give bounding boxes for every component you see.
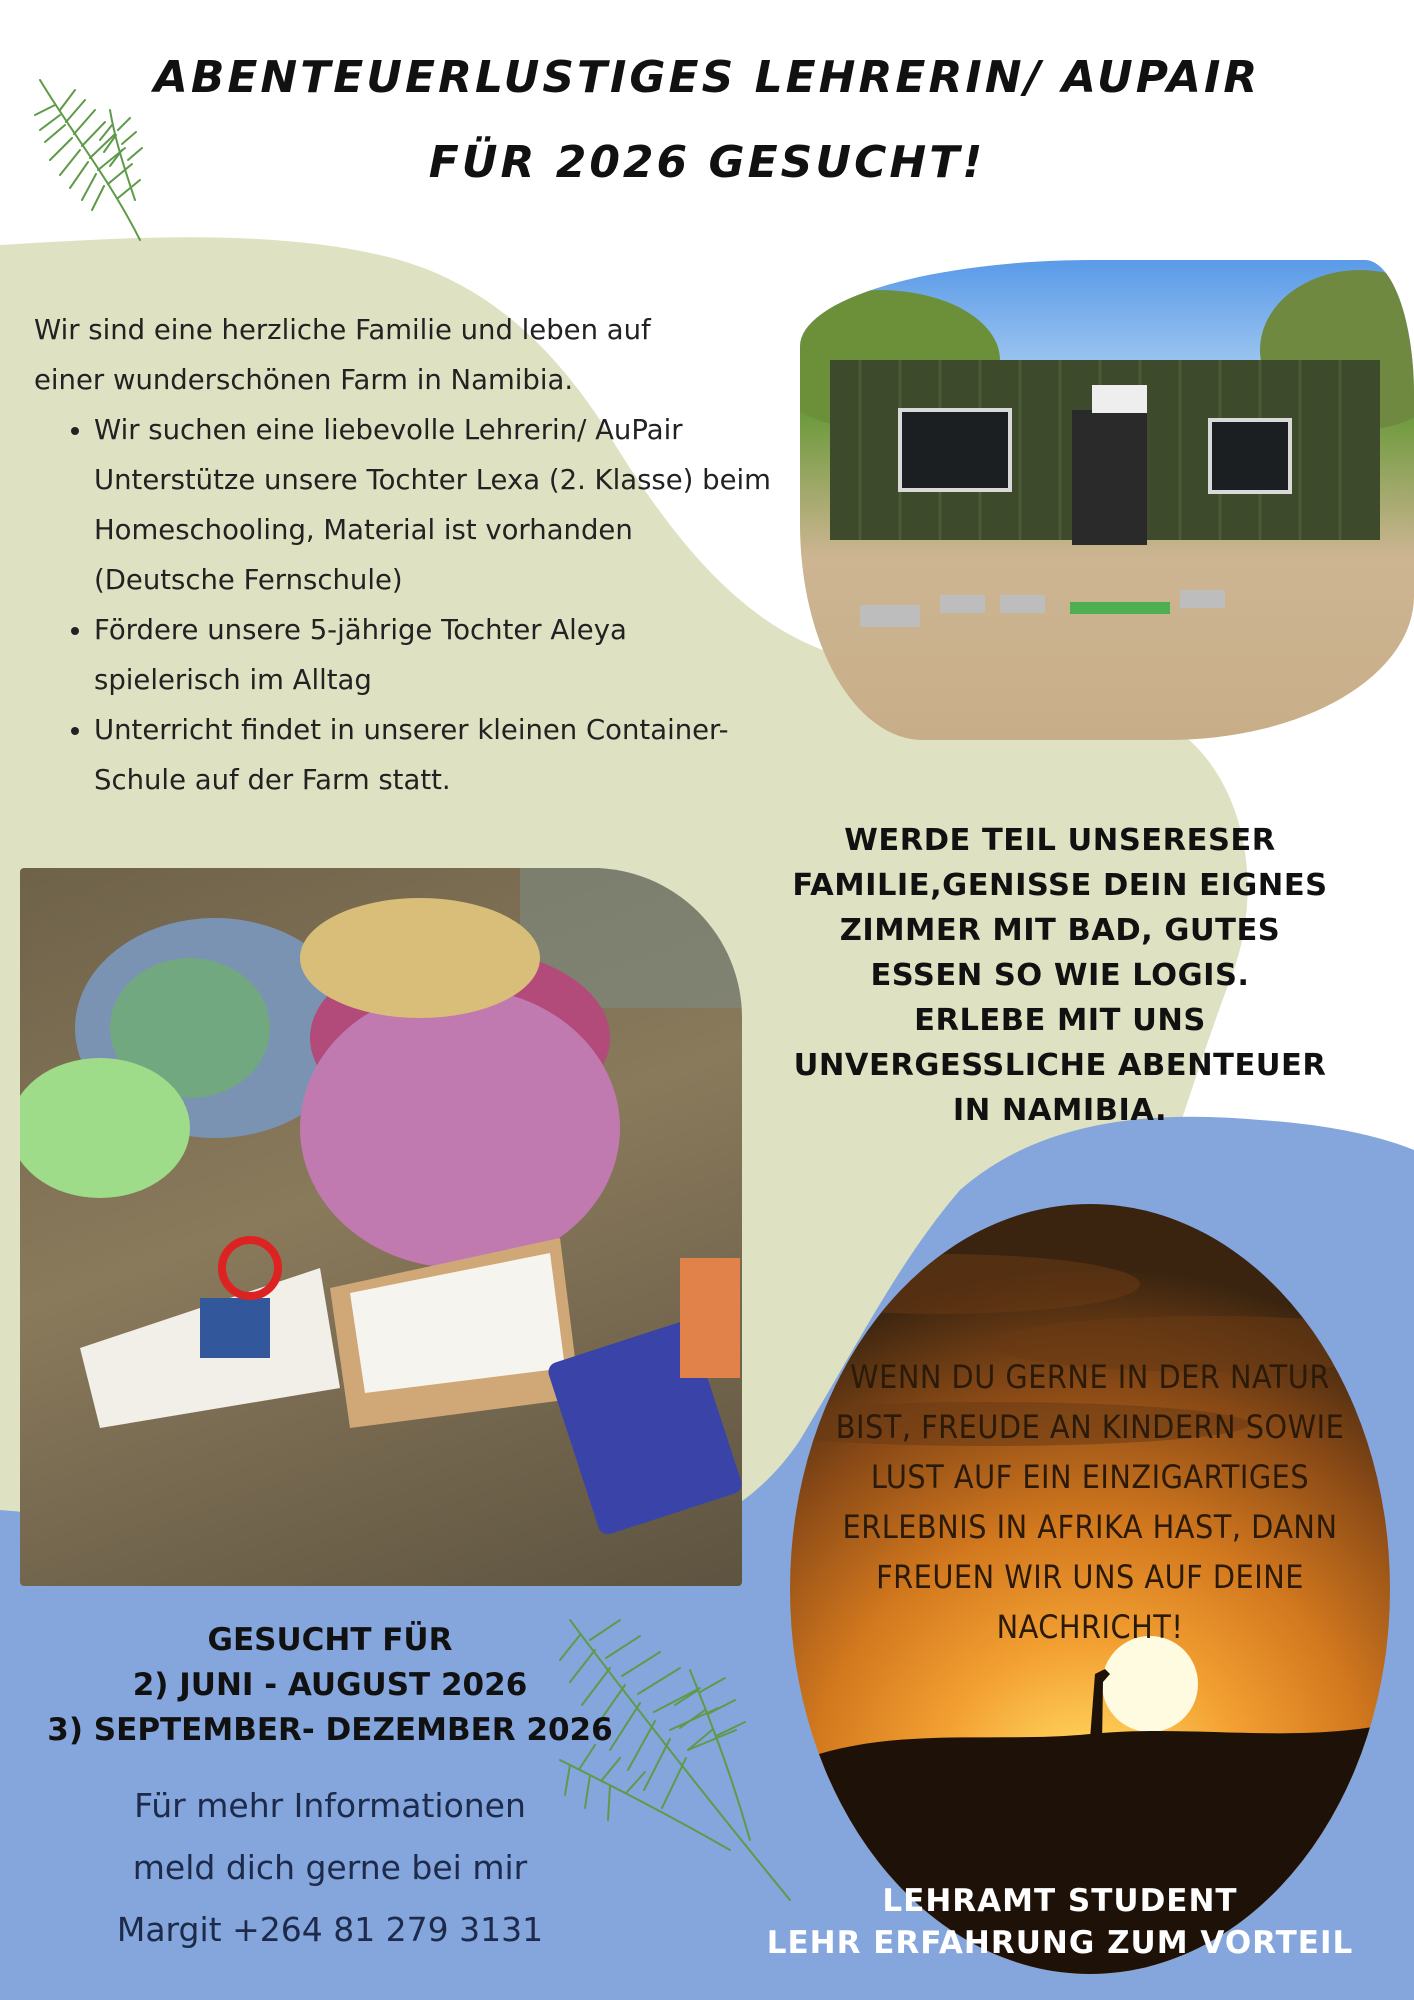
intro-bullet: • Wir suchen eine liebevolle Lehrerin/ AuPair Unterstütze unsere Tochter Lexa (2. Klasse) beim Homeschooling, Material ist vorhanden (Deutsche Fernschule) (94, 405, 774, 605)
wanted-period: 3) SEPTEMBER- DEZEMBER 2026 (47, 1712, 613, 1748)
contact-line: Für mehr Informationen (134, 1786, 526, 1825)
wanted-heading: GESUCHT FÜR (207, 1622, 453, 1658)
student-line: LEHRAMT STUDENT (882, 1883, 1238, 1919)
wanted-periods (20, 1618, 640, 1753)
contact-line: meld dich gerne bei mir (132, 1848, 528, 1887)
student-line: LEHR ERFAHRUNG ZUM VORTEIL (766, 1925, 1354, 1961)
intro-bullet: • Unterricht findet in unserer kleinen Container- Schule auf der Farm statt. (94, 705, 774, 805)
join-line: FAMILIE,GENISSE DEIN EIGNES (792, 868, 1328, 903)
intro-lead-line2: einer wunderschönen Farm in Namibia. (34, 364, 574, 396)
join-family-text (760, 818, 1360, 1133)
join-line: IN NAMIBIA. (952, 1093, 1168, 1128)
intro-bullet-list (34, 405, 774, 805)
children-homeschooling-photo (20, 868, 742, 1586)
page-title-line1: ABENTEUERLUSTIGES LEHRERIN/ AUPAIR (153, 52, 1261, 103)
contact-info (60, 1775, 600, 1961)
student-note (740, 1880, 1380, 1964)
kids-illustration (20, 868, 742, 1586)
nature-line: BIST, FREUDE AN KINDERN SOWIE (835, 1408, 1345, 1446)
nature-line: LUST AUF EIN EINZIGARTIGES (870, 1458, 1310, 1496)
join-line: ZIMMER MIT BAD, GUTES (839, 913, 1281, 948)
intro-section (34, 305, 774, 805)
container-illustration (800, 260, 1414, 740)
contact-phone: Margit +264 81 279 3131 (116, 1910, 544, 1949)
nature-invitation-text (800, 1352, 1380, 1652)
nature-line: FREUEN WIR UNS AUF DEINE (876, 1558, 1304, 1596)
join-line: WERDE TEIL UNSERESER (844, 823, 1276, 858)
nature-line: ERLEBNIS IN AFRIKA HAST, DANN (842, 1508, 1338, 1546)
join-line: ESSEN SO WIE LOGIS. (870, 958, 1250, 993)
nature-line: NACHRICHT! (996, 1608, 1184, 1646)
intro-bullet: • Fördere unsere 5-jährige Tochter Aleya spielerisch im Alltag (94, 605, 774, 705)
container-school-photo (800, 260, 1414, 740)
page-title-line2: FÜR 2026 GESUCHT! (428, 137, 986, 188)
wanted-period: 2) JUNI - AUGUST 2026 (132, 1667, 528, 1703)
join-line: ERLEBE MIT UNS (914, 1003, 1206, 1038)
intro-lead-line1: Wir sind eine herzliche Familie und leben auf (34, 314, 651, 346)
nature-line: WENN DU GERNE IN DER NATUR (850, 1358, 1330, 1396)
join-line: UNVERGESSLICHE ABENTEUER (793, 1048, 1327, 1083)
